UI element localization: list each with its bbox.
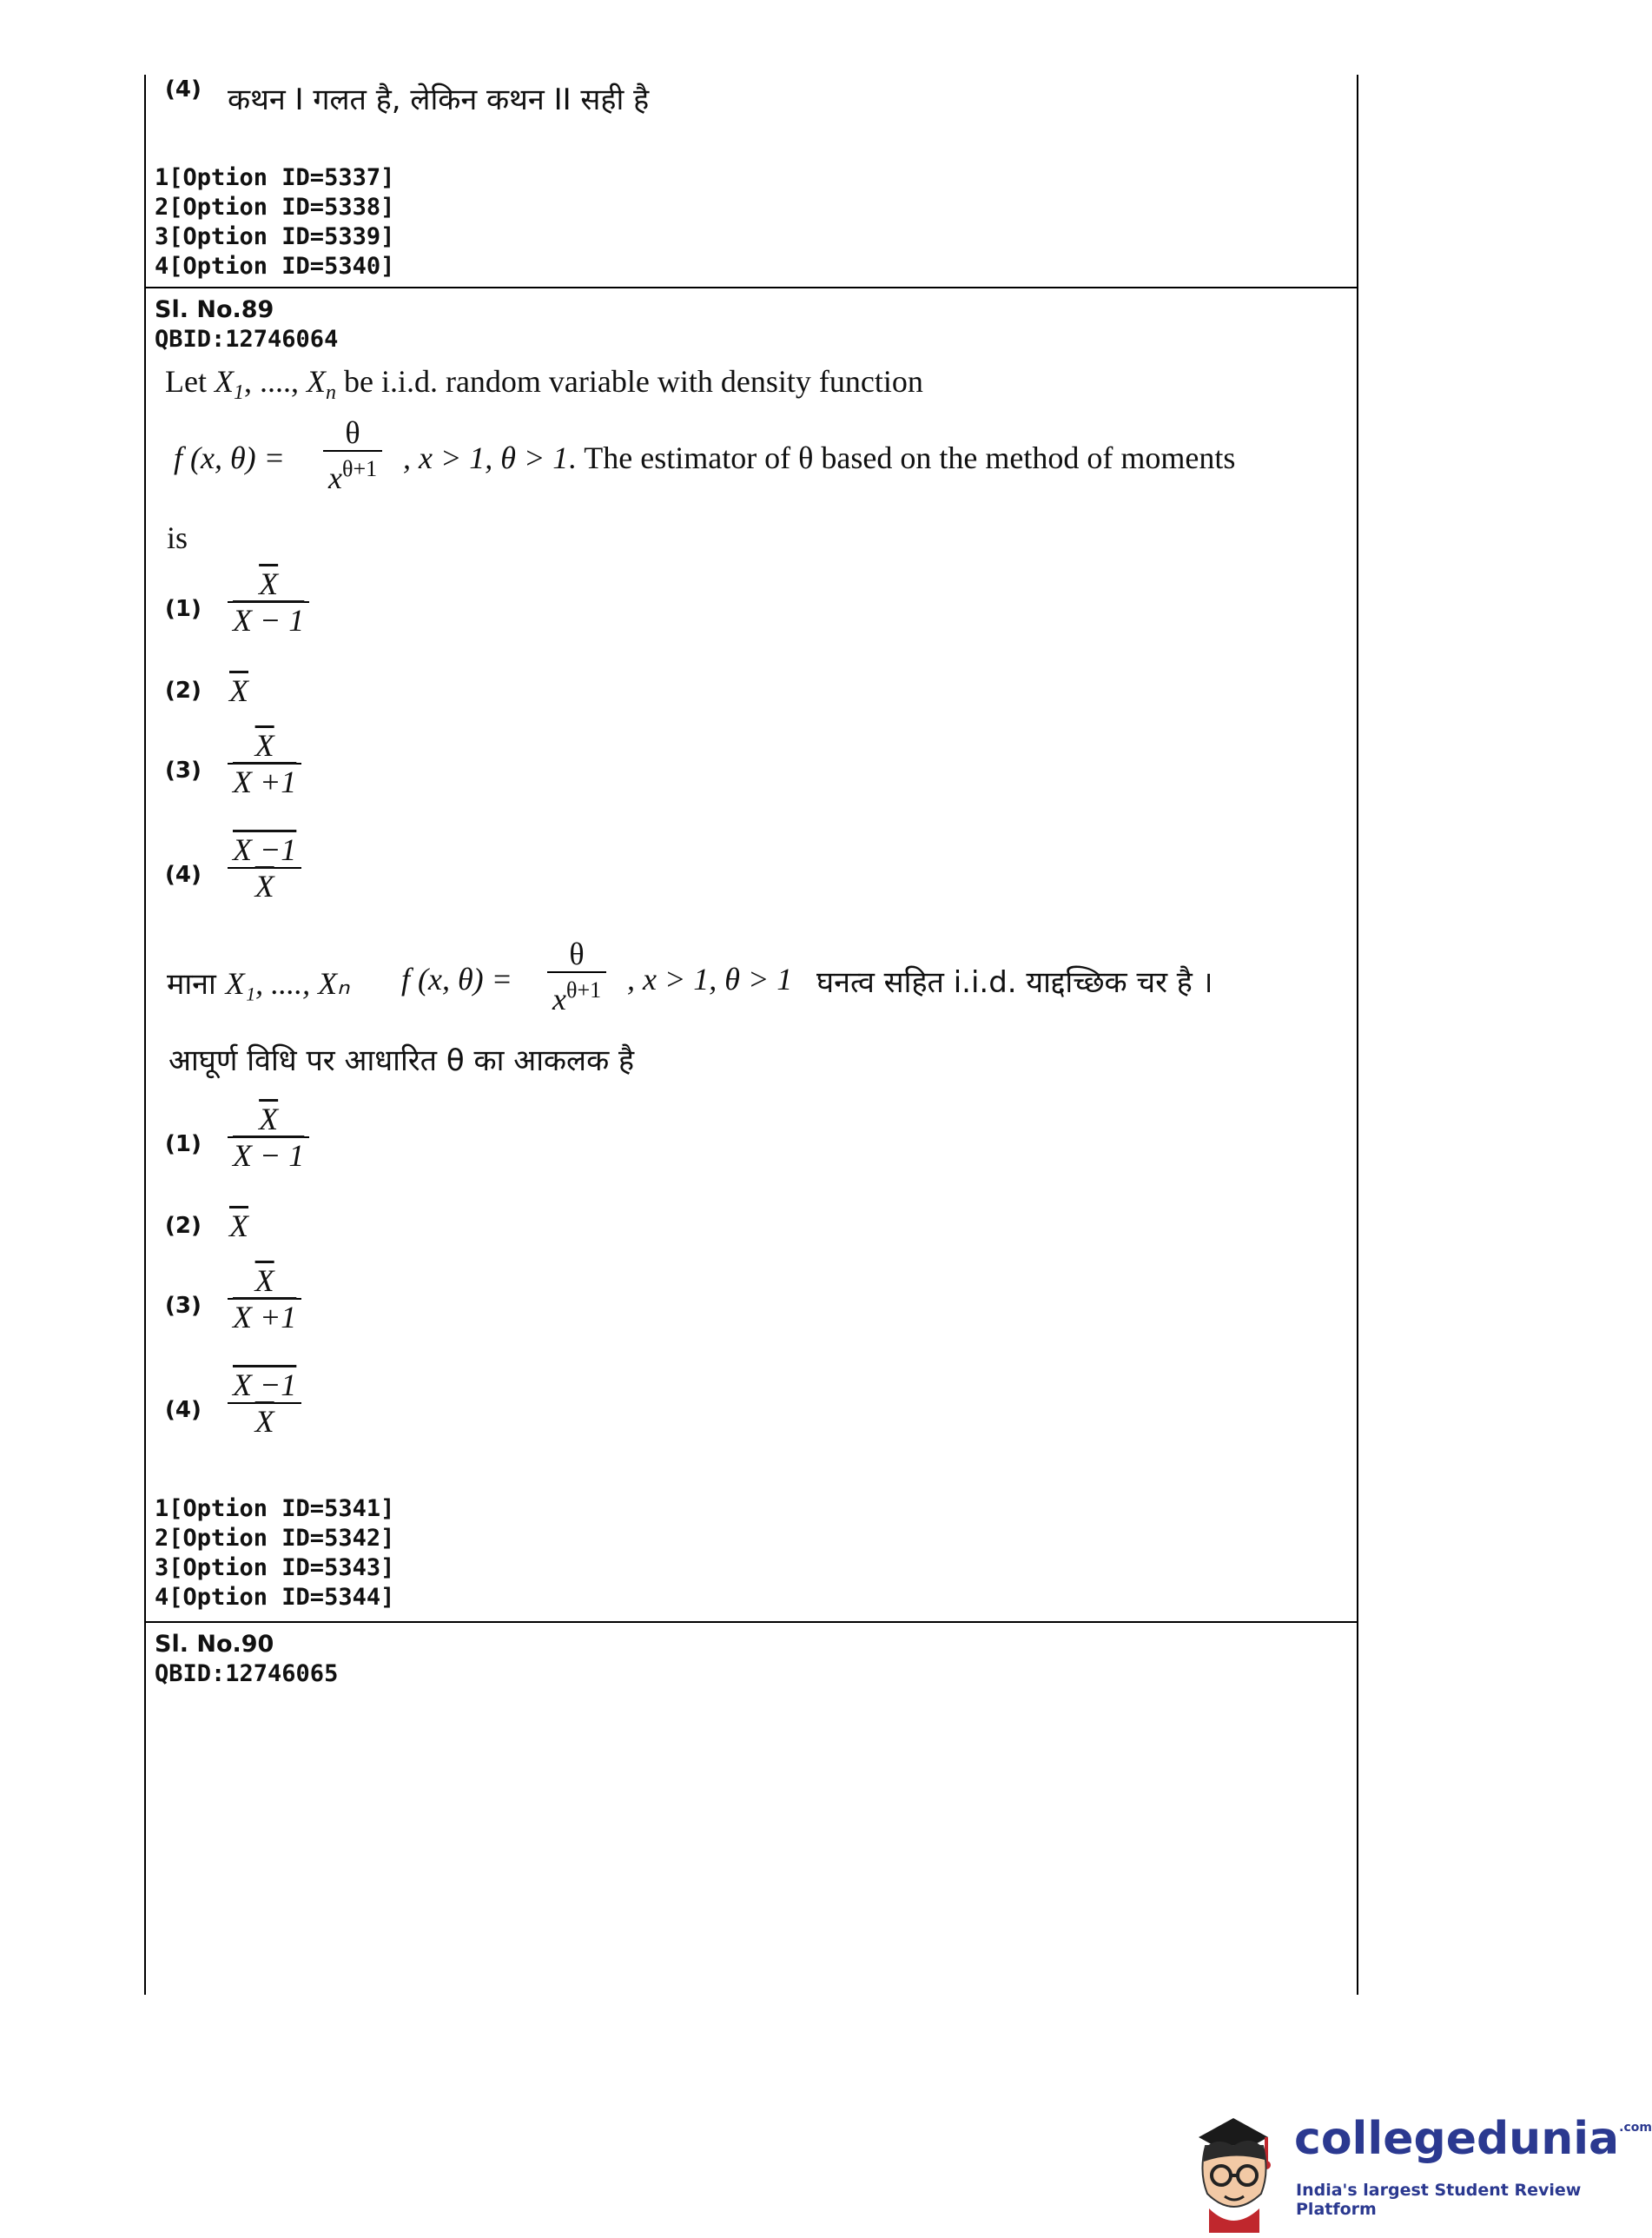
- q89-hi-f-cond: , x > 1, θ > 1: [627, 962, 793, 997]
- q89-line1: Let $X_1$, ...., $X_n$ be i.i.d. random variable with density function: [165, 364, 923, 404]
- q89-hi-line1-b: घनत्व सहित i.i.d. याद्दच्छिक चर है ।: [816, 965, 1213, 1000]
- logo-tagline: India's largest Student Review Platform: [1296, 2181, 1582, 2219]
- prev-option-id-4: 4[Option ID=5340]: [155, 253, 395, 280]
- collegedunia-logo: [1181, 2111, 1652, 2233]
- prev-option-id-2: 2[Option ID=5338]: [155, 194, 395, 221]
- q89-hi-f-lhs: f (x, θ) =: [401, 962, 512, 997]
- q89-qbid: QBID:12746064: [155, 326, 339, 353]
- q89-hi-line2: आघूर्ण विधि पर आधारित θ का आकलक है: [169, 1043, 635, 1078]
- q89-hi-option3-label: (3): [165, 1293, 202, 1319]
- q89-hi-option4-value: $\frac{X -1}{X}$: [228, 1367, 301, 1439]
- q89-en-option4-label: (4): [165, 862, 202, 888]
- prev-option-id-1: 1[Option ID=5337]: [155, 164, 395, 191]
- q89-line2: , x > 1, θ > 1. The estimator of θ based on the method of moments: [403, 440, 1236, 475]
- q89-hi-option2-label: (2): [165, 1213, 202, 1239]
- q89-hi-density-fraction: θ $x^{\theta+1}$: [547, 937, 606, 1016]
- q89-en-option2-value: $\overline{X}$: [229, 673, 248, 708]
- q89-en-option2-label: (2): [165, 678, 202, 704]
- q89-hi-option2-value: $\overline{X}$: [229, 1208, 248, 1243]
- q89-sl-no: Sl. No.89: [155, 296, 274, 323]
- q89-hi-line1-a: माना X₁, ...., Xₙ: [167, 966, 350, 1002]
- divider-q90: [144, 1621, 1358, 1623]
- q89-density-fraction: θ $x^{\theta+1}$: [323, 415, 382, 495]
- q89-option-id-3: 3[Option ID=5343]: [155, 1554, 395, 1581]
- q89-hi-option4-label: (4): [165, 1397, 202, 1423]
- logo-wordmark: collegedunia$^{.com}$: [1294, 2113, 1652, 2165]
- q89-en-option4-value: $\frac{X -1}{X}$: [228, 832, 301, 904]
- prev-option-id-3: 3[Option ID=5339]: [155, 223, 395, 250]
- prev-option4-text: कथन I गलत है, लेकिन कथन II सही है: [228, 83, 650, 117]
- mascot-icon: [1181, 2111, 1285, 2233]
- q89-en-option1-label: (1): [165, 596, 202, 622]
- q89-en-option3-label: (3): [165, 758, 202, 784]
- q89-line3: is: [167, 520, 188, 555]
- prev-option4-label: (4): [165, 76, 202, 103]
- q89-option-id-4: 4[Option ID=5344]: [155, 1584, 395, 1611]
- q90-qbid: QBID:12746065: [155, 1660, 339, 1687]
- q90-sl-no: Sl. No.90: [155, 1631, 274, 1658]
- q89-en-option3-value: $\frac{\overline{X}}{X +1}$: [228, 728, 301, 799]
- q89-option-id-2: 2[Option ID=5342]: [155, 1525, 395, 1552]
- q89-option-id-1: 1[Option ID=5341]: [155, 1495, 395, 1522]
- q89-en-option1-value: $\frac{\overline{X}}{X - 1}$: [228, 566, 309, 638]
- divider-q89: [144, 287, 1358, 288]
- q89-hi-option1-value: $\frac{\overline{X}}{X - 1}$: [228, 1102, 309, 1173]
- q89-hi-option3-value: $\frac{\overline{X}}{X +1}$: [228, 1263, 301, 1334]
- q89-hi-option1-label: (1): [165, 1131, 202, 1157]
- q89-f-lhs: f (x, θ) =: [174, 440, 285, 475]
